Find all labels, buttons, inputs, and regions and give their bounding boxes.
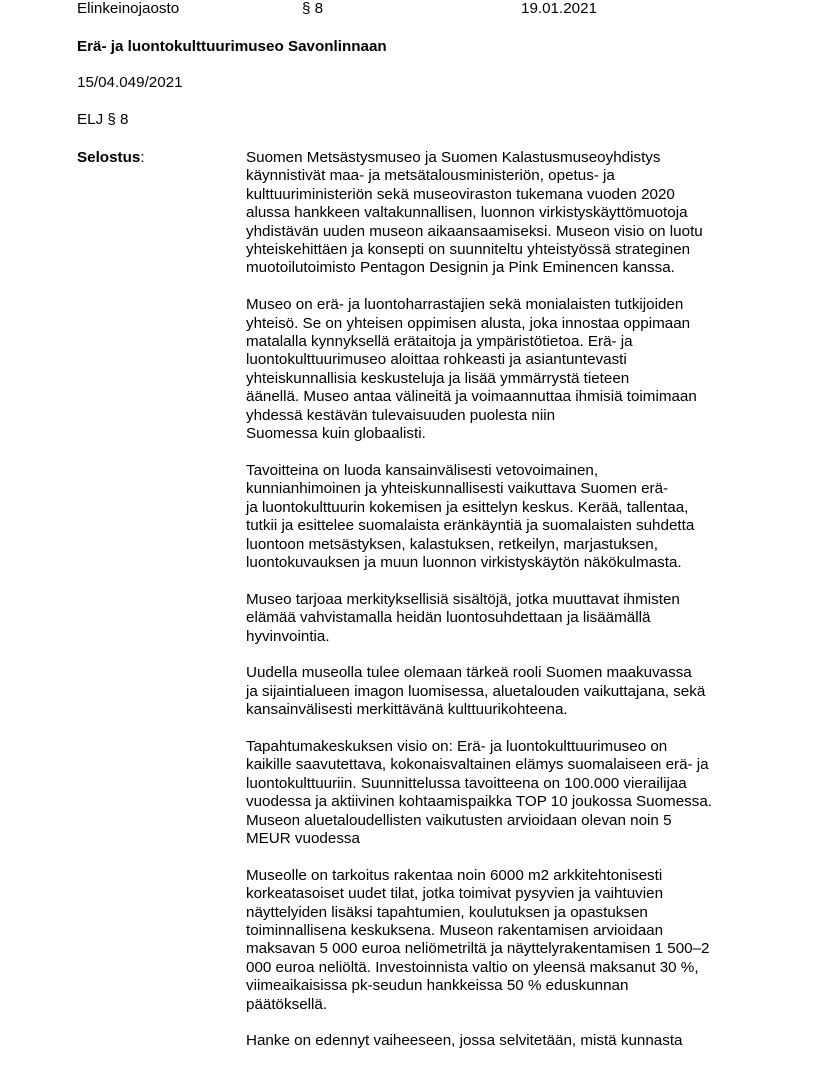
- text-line: käynnistivät maa- ja metsätalousministeriön, opetus- ja: [246, 167, 615, 185]
- text-line: 000 euroa neliöltä. Investoinnista valtio on yleensä maksanut 30 %,: [246, 958, 699, 976]
- document-title: Erä- ja luontokulttuurimuseo Savonlinnaan: [77, 38, 387, 55]
- selostus-label: Selostus: [77, 149, 141, 166]
- text-line: luontokulttuurimuseo aloittaa rohkeasti ja asiantuntevasti: [246, 351, 627, 369]
- paragraph: [246, 738, 746, 848]
- section-reference: ELJ § 8: [77, 111, 129, 128]
- text-line: kunnianhimoinen ja yhteiskunnallisesti vaikuttava Suomen erä-: [246, 480, 669, 498]
- text-line: ja luontokulttuurin kokemisen ja esittelyn keskus. Kerää, tallentaa,: [246, 498, 689, 516]
- selostus-heading: [77, 149, 145, 167]
- text-line: kaikille saavutettava, kokonaisvaltainen elämys suomalaiseen erä- ja: [246, 756, 709, 774]
- text-line: Uudella museolla tulee olemaan tärkeä rooli Suomen maakuvassa: [246, 664, 692, 682]
- paragraph: [246, 664, 746, 719]
- text-line: Suomen Metsästysmuseo ja Suomen Kalastusmuseoyhdistys: [246, 149, 661, 166]
- text-line: päätöksellä.: [246, 995, 328, 1013]
- text-line: Hanke on edennyt vaiheeseen, jossa selvitetään, mistä kunnasta: [246, 1032, 683, 1050]
- text-line: maksavan 5 000 euroa neliömetriltä ja näyttelyrakentamisen 1 500–2: [246, 940, 710, 958]
- paragraph: [246, 149, 746, 278]
- text-line: Museo tarjoaa merkityksellisiä sisältöjä, jotka muuttavat ihmisten: [246, 590, 680, 608]
- text-line: luontokulttuuriin. Suunnittelussa tavoitteena on 100.000 vierailijaa: [246, 774, 687, 792]
- text-line: korkeatasoiset uudet tilat, jotka toimivat pysyvien ja vaihtuvien: [246, 885, 664, 903]
- text-line: matalalla kynnyksellä erätaitoja ja ympäristötietoa. Erä- ja: [246, 333, 633, 351]
- text-line: toiminnallisena keskuksena. Museon rakentamisen arvioidaan: [246, 921, 664, 939]
- text-line: vuodessa ja aktiivinen kohtaamispaikka TOP 10 joukossa Suomessa.: [246, 793, 713, 811]
- text-line: yhteiskehittäen ja konsepti on suunniteltu yhteistyössä strateginen: [246, 241, 691, 259]
- text-line: luontoon metsästyksen, kalastuksen, retkeilyn, marjastuksen,: [246, 535, 658, 553]
- paragraph: [246, 591, 746, 646]
- text-line: Museon aluetaloudellisten vaikutusten arvioidaan olevan noin 5: [246, 811, 672, 829]
- diary-number: 15/04.049/2021: [77, 74, 183, 91]
- text-line: kulttuuriministeriön sekä museoviraston tukemana vuoden 2020: [246, 185, 675, 203]
- text-line: näyttelyiden lisäksi tapahtumien, koulutuksen ja opastuksen: [246, 903, 648, 921]
- text-line: Museo on erä- ja luontoharrastajien sekä monialaisten tutkijoiden: [246, 296, 684, 314]
- text-line: yhdessä kestävän tulevaisuuden puolesta niin: [246, 406, 556, 424]
- text-line: elämää vahvistamalla heidän luontosuhdettaan ja lisäämällä: [246, 609, 651, 627]
- text-line: luontokuvauksen ja muun luonnon virkistyskäytön näkökulmasta.: [246, 553, 682, 571]
- paragraph: [246, 867, 746, 1014]
- text-line: hyvinvointia.: [246, 627, 330, 645]
- paragraph: [246, 462, 746, 572]
- text-line: alussa hankkeen valtakunnallisen, luonnon virkistyskäyttömuotoja: [246, 204, 688, 222]
- text-line: Museolle on tarkoitus rakentaa noin 6000 m2 arkkitehtonisesti: [246, 866, 663, 884]
- text-line: Tapahtumakeskuksen visio on: Erä- ja luontokulttuurimuseo on: [246, 737, 668, 755]
- text-line: kansainvälisesti merkittävänä kulttuurikohteena.: [246, 701, 568, 719]
- text-line: MEUR vuodessa: [246, 829, 360, 847]
- text-line: yhdistävän uuden museon aikaansaamiseksi. Museon visio on luotu: [246, 222, 703, 240]
- text-line: yhteisö. Se on yhteisen oppimisen alusta, joka innostaa oppimaan: [246, 314, 691, 332]
- meeting-date: 19.01.2021: [521, 0, 598, 17]
- text-line: Tavoitteina on luoda kansainvälisesti vetovoimainen,: [246, 461, 599, 479]
- section-number: § 8: [302, 0, 324, 17]
- committee-name: Elinkeinojaosto: [77, 0, 180, 17]
- text-line: muotoilutoimisto Pentagon Designin ja Pink Eminencen kanssa.: [246, 259, 675, 277]
- paragraph: [246, 1032, 746, 1050]
- text-line: ja sijaintialueen imagon luomisessa, aluetalouden vaikuttajana, sekä: [246, 682, 706, 700]
- text-line: äänellä. Museo antaa välineitä ja voimaannuttaa ihmisiä toimimaan: [246, 388, 697, 406]
- selostus-colon: :: [140, 149, 145, 166]
- text-line: Suomessa kuin globaalisti.: [246, 425, 426, 443]
- text-line: viimeaikaisissa pk-seudun hankkeissa 50 % eduskunnan: [246, 977, 629, 995]
- paragraph: [246, 296, 746, 443]
- text-line: yhteiskunnallisia keskusteluja ja lisää ymmärrystä tieteen: [246, 369, 630, 387]
- text-line: tutkii ja esittelee suomalaista eränkäyntiä ja suomalaisten suhdetta: [246, 517, 695, 535]
- selostus-body: [246, 149, 746, 1069]
